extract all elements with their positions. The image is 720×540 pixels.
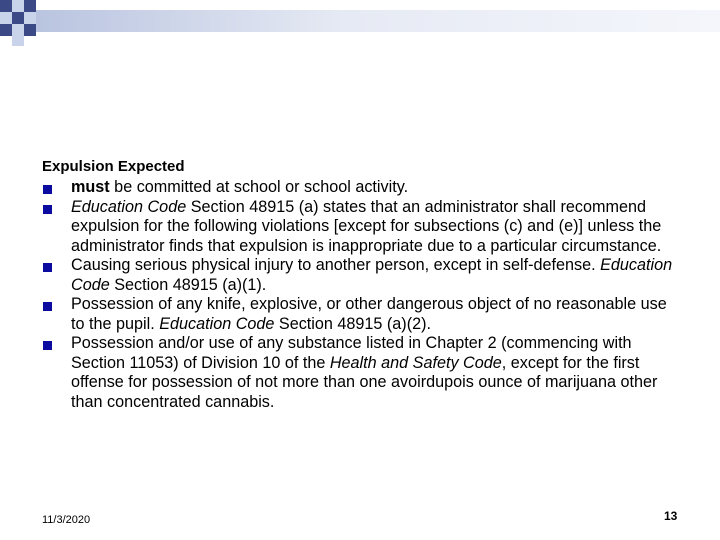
list-item [42,334,682,412]
bullet-list [42,178,682,412]
item-text: Possession and/or use of any substance listed in Chapter 2 (commencing with Section 11053) of Division 10 of the [71,334,632,372]
item-text: Causing serious physical injury to another person, except in self-defense. [71,256,601,274]
list-item [42,256,682,295]
square-bullet-icon [43,205,52,214]
list-item [42,178,682,198]
square-bullet-icon [43,263,52,272]
code-name-italic: Education Code [71,256,673,294]
item-text: Section 48915 (a) states that an administrator shall recommend expulsion for the following violations [except for subsections (c) and (e)] unless the administrator finds that expulsion is inappropriate due to a particular circumstance. [71,197,662,255]
page-number: 13 [664,509,678,523]
item-text-tail: Section 48915 (a)(1). [109,275,267,294]
emphasis-bold: must [71,178,110,196]
item-text-tail: , except for the first offense for possession of not more than one avoirdupois ounce of marijuana other than concentrated cannabis. [71,353,658,411]
item-text: be committed at school or school activity. [109,178,409,196]
square-bullet-icon [43,341,52,350]
slide-date: 11/3/2020 [42,514,91,526]
square-bullet-icon [43,185,52,194]
code-name-italic: Education Code [159,314,275,333]
square-bullet-icon [43,302,52,311]
code-name-italic: Education Code [71,197,187,216]
item-text: Possession of any knife, explosive, or other dangerous object of no reasonable use to the pupil. [71,295,667,333]
header-decoration [0,0,720,48]
slide-heading: Expulsion Expected [42,158,185,175]
list-item [42,198,682,257]
code-name-italic: Health and Safety Code [329,353,502,372]
item-text-tail: Section 48915 (a)(2). [274,314,431,333]
list-item [42,295,682,334]
